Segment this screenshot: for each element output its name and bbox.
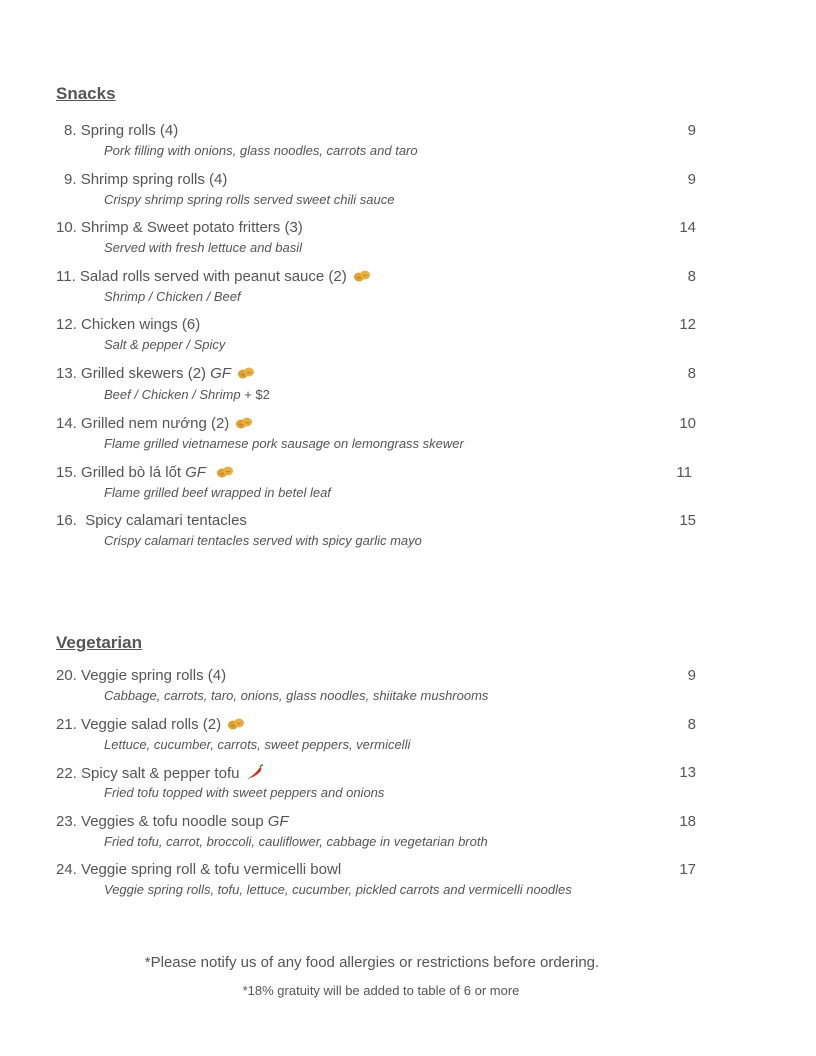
gratuity-note: *18% gratuity will be added to table of 6 or more xyxy=(242,983,520,998)
item-name: Chicken wings (6) xyxy=(81,316,201,333)
vegetarian-section-title: Vegetarian xyxy=(56,633,142,652)
item-price: 18 xyxy=(679,813,696,830)
peanut-icon xyxy=(227,717,245,731)
menu-item xyxy=(56,219,700,261)
item-price: 12 xyxy=(679,316,696,333)
snacks-section-title: Snacks xyxy=(56,84,116,103)
item-price: 17 xyxy=(679,861,696,878)
item-number: 9. xyxy=(64,171,77,188)
item-number: 16. xyxy=(56,512,77,529)
item-description: Veggie spring rolls, tofu, lettuce, cucumber, pickled carrots and vermicelli noodles xyxy=(104,882,572,897)
item-number: 13. xyxy=(56,365,77,382)
item-name: Grilled bò lá lốt xyxy=(81,464,182,481)
item-description: Fried tofu topped with sweet peppers and onions xyxy=(104,785,385,800)
item-name: Spicy calamari tentacles xyxy=(81,512,247,529)
item-name: Shrimp & Sweet potato fritters (3) xyxy=(81,219,303,236)
item-price: 9 xyxy=(687,667,696,684)
item-description: Crispy shrimp spring rolls served sweet chili sauce xyxy=(104,192,395,207)
peanut-icon xyxy=(353,269,371,283)
menu-item xyxy=(56,122,700,164)
menu-item xyxy=(56,667,700,709)
item-description: Fried tofu, carrot, broccoli, cauliflower, cabbage in vegetarian broth xyxy=(104,834,488,849)
item-price: 8 xyxy=(687,716,696,733)
item-number: 20. xyxy=(56,667,77,684)
menu-item xyxy=(56,171,700,213)
item-price: 9 xyxy=(687,122,696,139)
item-price: 15 xyxy=(679,512,696,529)
item-name: Shrimp spring rolls (4) xyxy=(80,171,228,188)
item-name: Veggie spring roll & tofu vermicelli bowl xyxy=(81,861,342,878)
item-name: Veggie spring rolls (4) xyxy=(81,667,227,684)
item-price: 8 xyxy=(687,268,696,285)
item-name: Grilled skewers (2) xyxy=(81,365,207,382)
item-price: 11 xyxy=(676,464,692,481)
item-description: Crispy calamari tentacles served with spicy garlic mayo xyxy=(104,533,422,548)
item-description: Salt & pepper / Spicy xyxy=(104,337,226,352)
menu-item xyxy=(56,764,700,806)
item-description: Lettuce, cucumber, carrots, sweet peppers, vermicelli xyxy=(104,737,411,752)
item-name: Spring rolls (4) xyxy=(80,122,179,139)
item-description: Cabbage, carrots, taro, onions, glass noodles, shiitake mushrooms xyxy=(104,688,489,703)
upcharge-text: + $2 xyxy=(244,387,270,402)
item-description xyxy=(104,387,270,402)
item-number: 24. xyxy=(56,861,77,878)
item-number: 22. xyxy=(56,765,77,782)
item-description: Shrimp / Chicken / Beef xyxy=(104,289,241,304)
item-name: Grilled nem nướng (2) xyxy=(81,415,230,432)
item-number: 23. xyxy=(56,813,77,830)
item-number: 10. xyxy=(56,219,77,236)
item-number: 12. xyxy=(56,316,77,333)
menu-item xyxy=(56,365,700,407)
allergy-note: *Please notify us of any food allergies or restrictions before ordering. xyxy=(144,954,600,971)
item-number: 11. xyxy=(56,268,76,285)
item-price: 10 xyxy=(679,415,696,432)
menu-item xyxy=(56,716,700,758)
item-description: Pork filling with onions, glass noodles, carrots and taro xyxy=(104,143,418,158)
item-price: 8 xyxy=(687,365,696,382)
item-price: 13 xyxy=(679,764,696,781)
menu-item xyxy=(56,861,700,903)
menu-item xyxy=(56,813,700,855)
menu-item xyxy=(56,415,700,457)
item-description-text: Beef / Chicken / Shrimp xyxy=(104,387,241,402)
item-description: Flame grilled vietnamese pork sausage on lemongrass skewer xyxy=(104,436,464,451)
item-name: Veggie salad rolls (2) xyxy=(81,716,222,733)
item-price: 9 xyxy=(687,171,696,188)
item-number: 21. xyxy=(56,716,77,733)
menu-item xyxy=(56,512,700,554)
item-description: Served with fresh lettuce and basil xyxy=(104,240,302,255)
item-number: 8. xyxy=(64,122,77,139)
gluten-free-tag: GF xyxy=(185,464,206,481)
peanut-icon xyxy=(237,366,255,380)
item-name: Veggies & tofu noodle soup xyxy=(81,813,264,830)
item-name: Salad rolls served with peanut sauce (2) xyxy=(79,268,347,285)
chili-icon xyxy=(245,764,263,778)
peanut-icon xyxy=(216,465,234,479)
peanut-icon xyxy=(235,416,253,430)
item-name: Spicy salt & pepper tofu xyxy=(81,765,240,782)
menu-item xyxy=(56,316,700,358)
menu-item xyxy=(56,464,700,506)
gluten-free-tag: GF xyxy=(267,813,289,830)
menu-item xyxy=(56,268,700,310)
gluten-free-tag: GF xyxy=(210,365,231,382)
item-number: 15. xyxy=(56,464,77,481)
item-number: 14. xyxy=(56,415,77,432)
item-price: 14 xyxy=(679,219,696,236)
item-description: Flame grilled beef wrapped in betel leaf xyxy=(104,485,331,500)
